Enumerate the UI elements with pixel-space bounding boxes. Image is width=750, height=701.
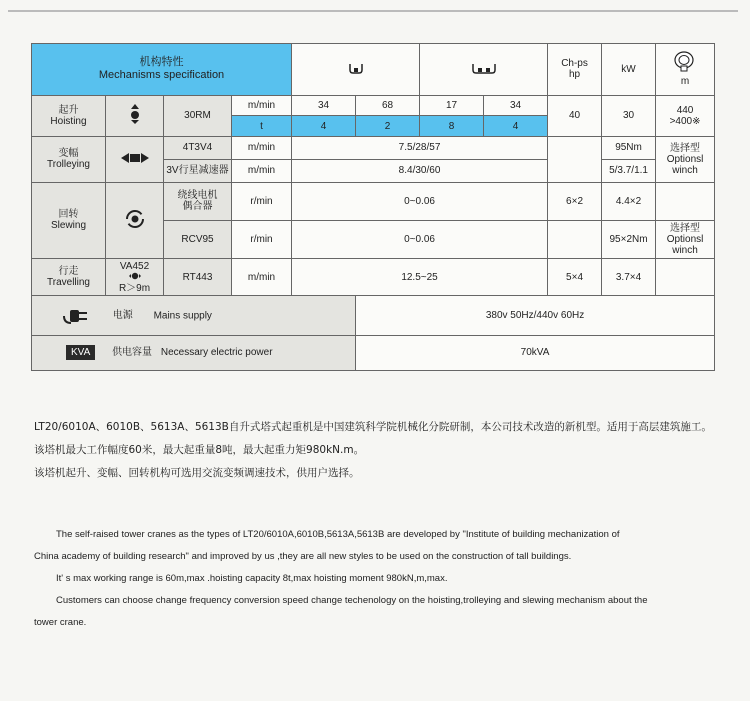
mains-value: 380v 50Hz/440v 60Hz xyxy=(356,296,715,335)
hoisting-label xyxy=(32,95,106,136)
header-row xyxy=(32,44,715,96)
power-label xyxy=(32,335,356,370)
slewing-label-cn: 回转 xyxy=(58,209,79,221)
hoisting-label-cn: 起升 xyxy=(58,104,79,116)
hoisting-symbol xyxy=(106,95,164,136)
en-p2: It' s max working range is 60m,max .hoisting capacity 8t,max hoisting moment 980kN,m,max. xyxy=(56,573,448,584)
trolleying-label-en: Trolleying xyxy=(47,159,90,171)
slewing-ring-icon xyxy=(125,209,145,229)
power-row xyxy=(32,335,715,370)
travelling-label-en: Travelling xyxy=(47,277,90,289)
slewing-chps-2 xyxy=(548,220,602,258)
hoisting-label-en: Hoisting xyxy=(50,115,87,127)
hoisting-load-2: 2 xyxy=(356,116,420,137)
single-hook-icon xyxy=(347,61,365,75)
trolleying-kw-2: 5/3.7/1.1 xyxy=(602,159,656,182)
trolleying-row-1 xyxy=(32,137,715,160)
slewing-kw-1: 4.4×2 xyxy=(602,182,656,220)
slewing-row-1 xyxy=(32,182,715,220)
trolleying-chps xyxy=(548,137,602,183)
trolleying-symbol xyxy=(106,137,164,183)
trolleying-model-1: 4T3V4 xyxy=(164,137,232,160)
slewing-label xyxy=(32,182,106,259)
chps-header: Ch-ps hp xyxy=(548,44,602,96)
mains-row xyxy=(32,296,715,335)
trolleying-value-2: 8.4/30/60 xyxy=(292,159,548,182)
power-label-cn: 供电容量 xyxy=(112,347,153,359)
hoisting-row-speed xyxy=(32,95,715,116)
mains-label-cn: 电源 xyxy=(112,310,133,322)
travelling-row xyxy=(32,259,715,296)
spec-table xyxy=(31,43,715,371)
cn-line-3: 该塔机起升、变幅、回转机构可选用交流变频调速技术，供用户选择。 xyxy=(34,467,360,479)
double-hook-cell xyxy=(420,44,548,96)
kw-header: kW xyxy=(602,44,656,96)
mains-label xyxy=(32,296,356,335)
slewing-m-2: 选择型 Optionsl winch xyxy=(656,220,715,258)
hoisting-chps: 40 xyxy=(548,95,602,136)
cn-line-2: 该塔机最大工作幅度60米，最大起重量8吨，最大起重力矩980kN.m。 xyxy=(34,444,365,456)
hoisting-model: 30RM xyxy=(164,95,232,136)
wheel-icon xyxy=(128,272,142,280)
m-header-label: m xyxy=(680,75,690,87)
hoisting-load-1: 4 xyxy=(292,116,356,137)
slewing-chps-1: 6×2 xyxy=(548,182,602,220)
travelling-value: 12.5~25 xyxy=(292,259,548,296)
travelling-label xyxy=(32,259,106,296)
en-p3-line-2: tower crane. xyxy=(34,617,87,628)
mains-label-en: Mains supply xyxy=(153,310,212,322)
hoisting-speed-4: 34 xyxy=(484,95,548,116)
slewing-value-1: 0~0.06 xyxy=(292,182,548,220)
trolleying-value-1: 7.5/28/57 xyxy=(292,137,548,160)
single-hook-cell xyxy=(292,44,420,96)
hoisting-kw: 30 xyxy=(602,95,656,136)
power-label-en: Necessary electric power xyxy=(160,347,273,359)
travelling-model: RT443 xyxy=(164,259,232,296)
slewing-value-2: 0~0.06 xyxy=(292,220,548,258)
header-title-cn: 机构特性 xyxy=(139,56,184,69)
trolleying-label-cn: 变幅 xyxy=(58,148,79,160)
travelling-m xyxy=(656,259,715,296)
slewing-m-1 xyxy=(656,182,715,220)
m-header xyxy=(656,44,715,96)
hoist-icon xyxy=(127,103,143,125)
travelling-unit: m/min xyxy=(232,259,292,296)
trolleying-label xyxy=(32,137,106,183)
slewing-label-en: Slewing xyxy=(50,220,87,232)
en-p1-line-2: China academy of building research" and improved by us ,they are all new styles to be used on the construction of tall buildings. xyxy=(34,551,572,562)
hoisting-load-unit: t xyxy=(232,116,292,137)
travelling-label-cn: 行走 xyxy=(58,266,79,278)
top-rule xyxy=(8,10,738,12)
hoisting-speed-1: 34 xyxy=(292,95,356,116)
travelling-chps: 5×4 xyxy=(548,259,602,296)
en-p1-line-1: The self-raised tower cranes as the types of LT20/6010A,6010B,5613A,5613B are developed by "Institute of building mechanization of xyxy=(56,529,620,540)
slewing-model-2: RCV95 xyxy=(164,220,232,258)
double-hook-icon xyxy=(470,61,498,75)
hoisting-speed-2: 68 xyxy=(356,95,420,116)
trolleying-unit-2: m/min xyxy=(232,159,292,182)
trolleying-model-2: 3V行星减速器 xyxy=(164,159,232,182)
travelling-sym-top: VA452 xyxy=(119,260,150,272)
slewing-kw-2: 95×2Nm xyxy=(602,220,656,258)
hoisting-load-4: 4 xyxy=(484,116,548,137)
spec-header-title xyxy=(32,44,292,96)
plug-icon xyxy=(62,307,90,325)
trolley-arrows-icon xyxy=(120,151,150,165)
travelling-symbol xyxy=(106,259,164,296)
cable-drum-icon xyxy=(670,51,700,73)
slewing-model-1: 绕线电机 偶合器 xyxy=(164,182,232,220)
hoisting-load-3: 8 xyxy=(420,116,484,137)
kva-badge: KVA xyxy=(66,345,95,360)
travelling-kw: 3.7×4 xyxy=(602,259,656,296)
hoisting-speed-3: 17 xyxy=(420,95,484,116)
trolleying-kw-1: 95Nm xyxy=(602,137,656,160)
slewing-unit-1: r/min xyxy=(232,182,292,220)
trolleying-m: 选择型 Optionsl winch xyxy=(656,137,715,183)
hoisting-speed-unit: m/min xyxy=(232,95,292,116)
header-title-en: Mechanisms specification xyxy=(98,69,225,82)
en-p3-line-1: Customers can choose change frequency conversion speed change techenology on the hoisting,trolleying and slewing mechanism about the xyxy=(56,595,648,606)
power-value: 70kVA xyxy=(356,335,715,370)
cn-line-1: LT20/6010A、6010B、5613A、5613B自升式塔式起重机是中国建筑科学院机械化分院研制，本公司技术改造的新机型。适用于高层建筑施工。 xyxy=(34,421,712,433)
travelling-sym-bottom: R＞9m xyxy=(118,282,151,294)
slewing-unit-2: r/min xyxy=(232,220,292,258)
hoisting-m: 440 >400※ xyxy=(656,95,715,136)
trolleying-unit-1: m/min xyxy=(232,137,292,160)
slewing-symbol xyxy=(106,182,164,259)
